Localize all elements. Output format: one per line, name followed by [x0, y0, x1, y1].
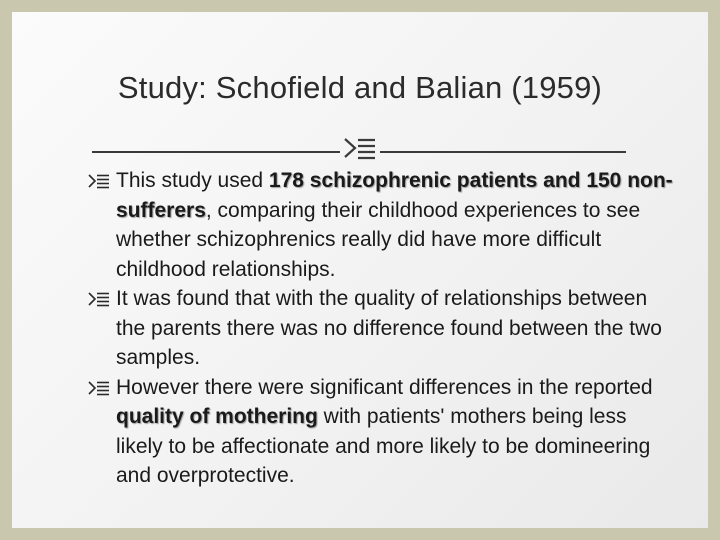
bullet-lines-icon [343, 134, 377, 162]
title-divider-right [380, 151, 626, 153]
title-divider-left [92, 151, 340, 153]
bullet-lines-icon [88, 172, 110, 190]
bullet-text: with patients' mothers being less likely to be affectionate and more likely to be domineering and overprotective. [116, 405, 651, 487]
bullet-text: This study used [116, 169, 269, 192]
bullet-text: However there were significant differences in the reported [116, 375, 653, 399]
bullet-item [88, 373, 678, 491]
bullet-lines-icon [88, 379, 110, 397]
bullet-text: , comparing their childhood experiences to see whether schizophrenics really did have more difficult childhood relationships. [116, 198, 641, 281]
bullet-item [88, 166, 678, 284]
bullet-lines-icon [88, 290, 110, 308]
bullet-list [88, 166, 678, 491]
bullet-item [88, 284, 678, 373]
slide-title: Study: Schofield and Balian (1959) [117, 70, 603, 105]
emphasized-text: quality of mothering [116, 405, 318, 428]
bullet-text: It was found that with the quality of relationships between the parents there was no difference found between the two samples. [116, 287, 662, 369]
emphasized-text: 178 schizophrenic patients and 150 non-sufferers [116, 169, 673, 222]
